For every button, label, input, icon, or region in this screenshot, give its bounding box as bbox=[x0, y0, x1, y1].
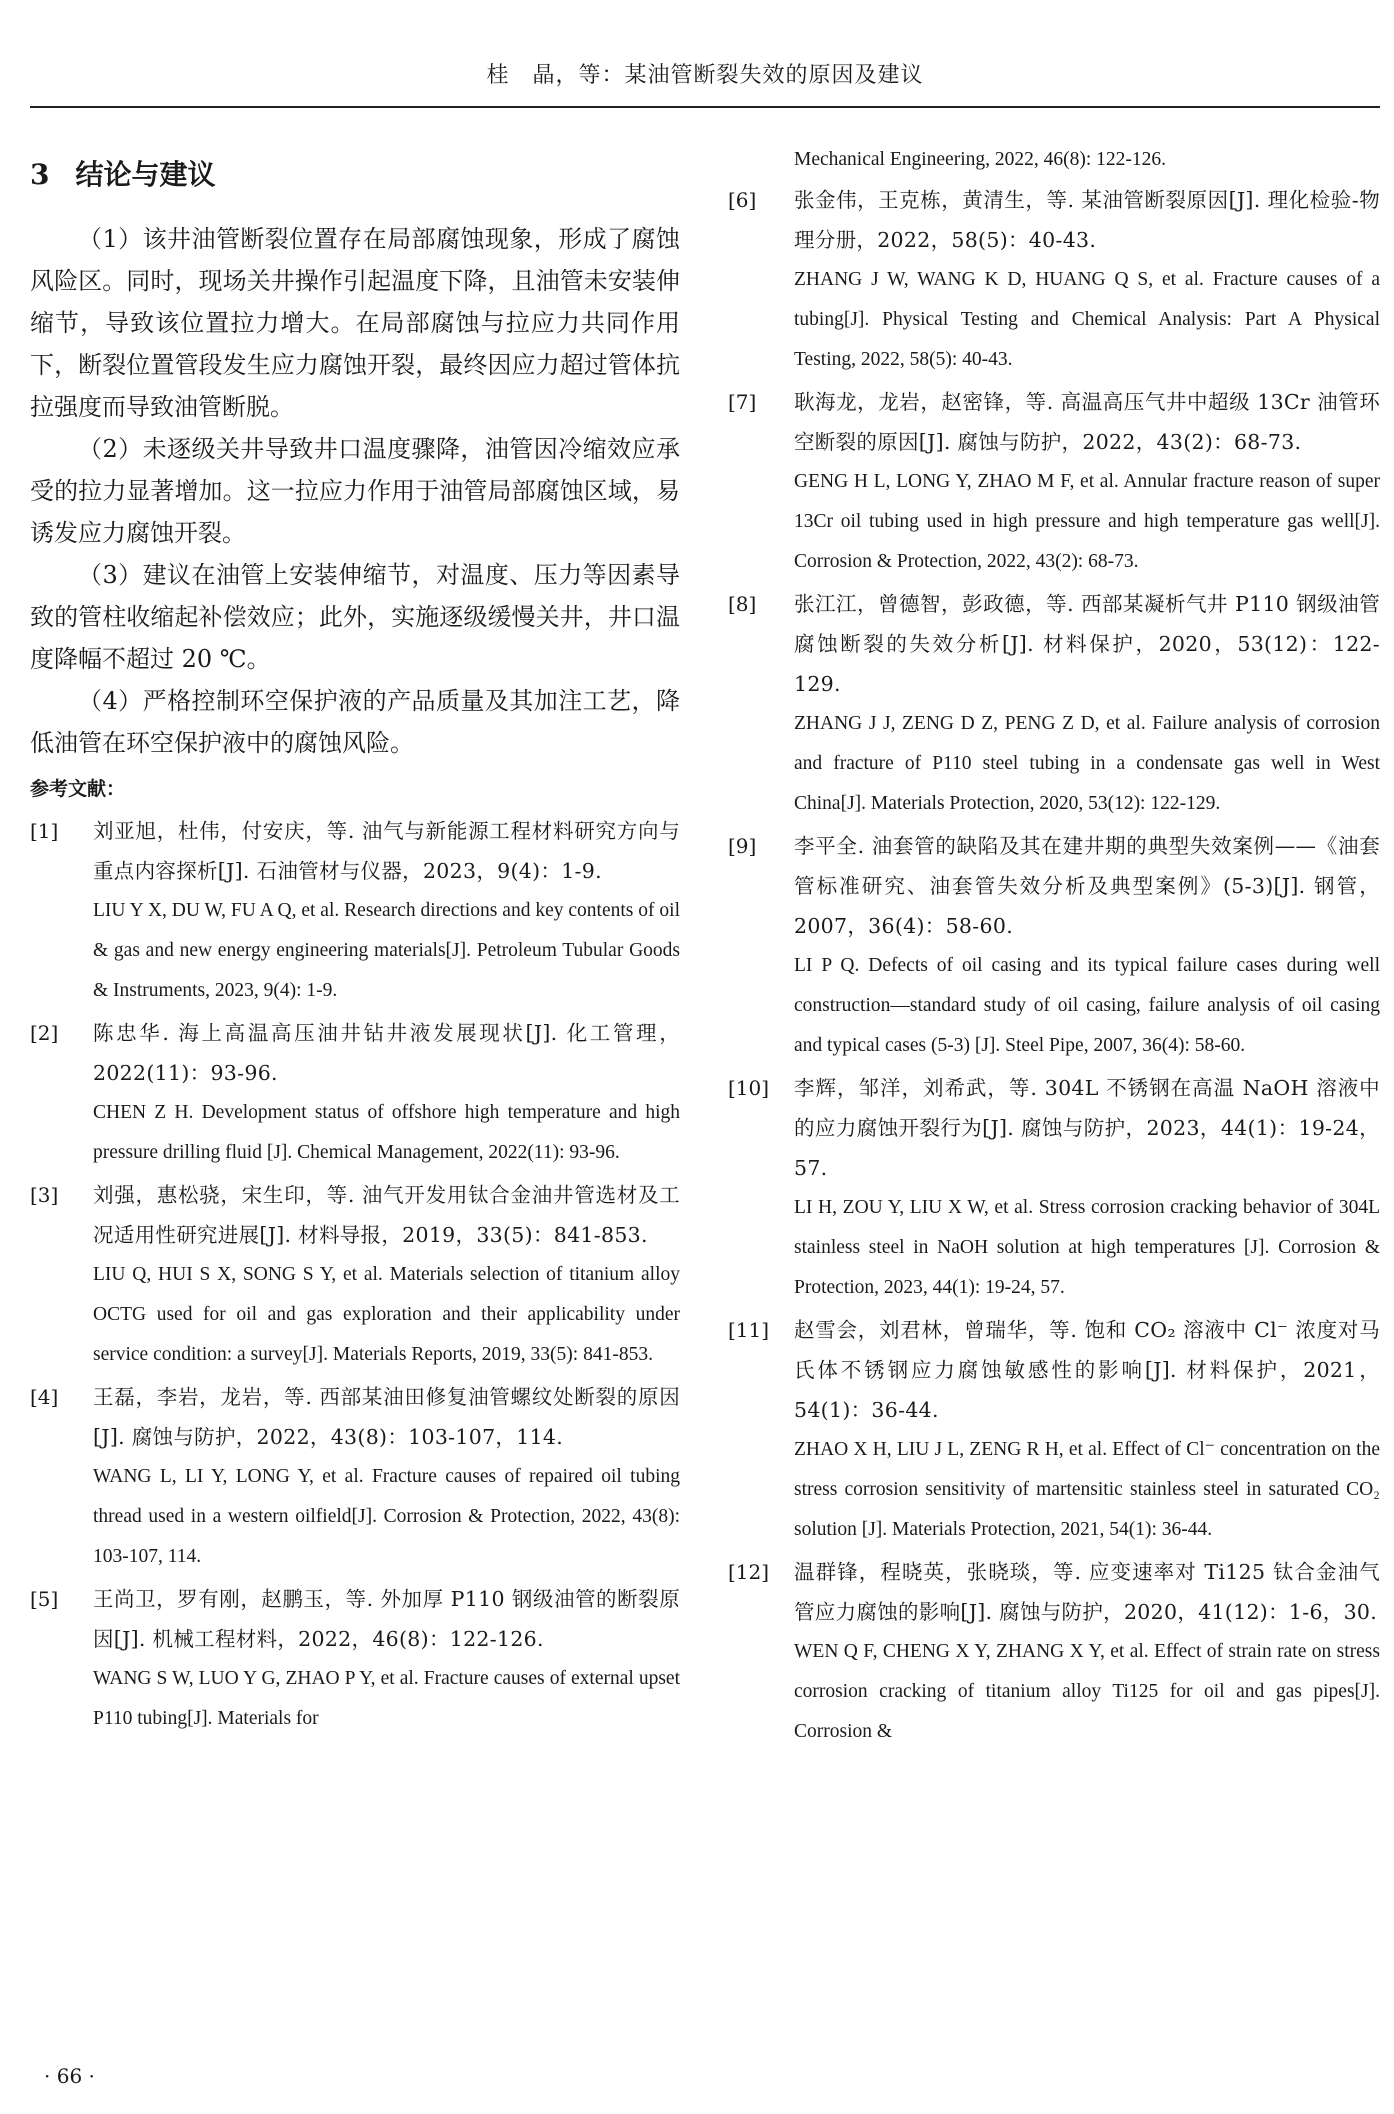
references-title: 参考文献： bbox=[30, 778, 126, 800]
reference-chinese: 王尚卫，罗有刚，赵鹏玉，等. 外加厚 P110 钢级油管的断裂原因[J]. 机械工程材料，2022，46(8)：122-126. bbox=[93, 1587, 680, 1651]
reference-chinese: 陈忠华. 海上高温高压油井钻井液发展现状[J]. 化工管理，2022(11)：93-96. bbox=[93, 1021, 680, 1085]
reference-english: LI H, ZOU Y, LIU X W, et al. Stress corrosion cracking behavior of 304L stainless steel in NaOH solution at high temperatures [J]. Corrosion & Protection, 2023, 44(1): 19-24, 57. bbox=[794, 1197, 1380, 1298]
conclusion-paragraph: （1）该井油管断裂位置存在局部腐蚀现象，形成了腐蚀风险区。同时，现场关井操作引起温度下降，且油管未安装伸缩节，导致该位置拉力增大。在局部腐蚀与拉应力共同作用下，断裂位置管段发生应力腐蚀开裂，最终因应力超过管体抗拉强度而导致油管断脱。 bbox=[30, 225, 680, 421]
reference-english: LIU Q, HUI S X, SONG S Y, et al. Materials selection of titanium alloy OCTG used for oil and gas exploration and their applicability under service condition: a survey[J]. Materials Reports, 2019, 33(5): 841-853. bbox=[93, 1264, 680, 1365]
reference-item bbox=[30, 1377, 680, 1577]
reference-english: GENG H L, LONG Y, ZHAO M F, et al. Annular fracture reason of super 13Cr oil tubing used in high pressure and high temperature gas well[J]. Corrosion & Protection, 2022, 43(2): 68-73. bbox=[794, 471, 1380, 572]
reference-english: WANG S W, LUO Y G, ZHAO P Y, et al. Fracture causes of external upset P110 tubing[J]. Materials for bbox=[93, 1668, 680, 1729]
reference-chinese: 张江江，曾德智，彭政德，等. 西部某凝析气井 P110 钢级油管腐蚀断裂的失效分析[J]. 材料保护，2020，53(12)：122-129. bbox=[794, 592, 1380, 696]
reference-english: LIU Y X, DU W, FU A Q, et al. Research directions and key contents of oil & gas and new energy engineering materials[J]. Petroleum Tubular Goods & Instruments, 2023, 9(4): 1-9. bbox=[93, 900, 680, 1001]
conclusion-paragraph: （4）严格控制环空保护液的产品质量及其加注工艺，降低油管在环空保护液中的腐蚀风险。 bbox=[30, 687, 680, 757]
reference-chinese: 温群锋，程晓英，张晓琰，等. 应变速率对 Ti125 钛合金油气管应力腐蚀的影响[J]. 腐蚀与防护，2020，41(12)：1-6，30. bbox=[794, 1560, 1380, 1624]
conclusion-paragraph: （3）建议在油管上安装伸缩节，对温度、压力等因素导致的管柱收缩起补偿效应；此外，实施逐级缓慢关井，井口温度降幅不超过 20 ℃。 bbox=[30, 561, 680, 673]
reference-item bbox=[30, 1013, 680, 1173]
section-number: 3 bbox=[30, 158, 50, 191]
reference-number: [5] bbox=[30, 1587, 59, 1611]
section-heading bbox=[30, 158, 680, 192]
section-title: 结论与建议 bbox=[75, 158, 216, 191]
reference-chinese: 李辉，邹洋，刘希武，等. 304L 不锈钢在高温 NaOH 溶液中的应力腐蚀开裂行为[J]. 腐蚀与防护，2023，44(1)：19-24，57. bbox=[794, 1076, 1380, 1180]
reference-item bbox=[728, 180, 1380, 380]
reference-item bbox=[728, 382, 1380, 582]
reference-chinese: 王磊，李岩，龙岩，等. 西部某油田修复油管螺纹处断裂的原因[J]. 腐蚀与防护，2022，43(8)：103-107，114. bbox=[93, 1385, 680, 1449]
reference-item bbox=[728, 1552, 1380, 1752]
reference-number: [12] bbox=[728, 1560, 770, 1584]
page-number: · 66 · bbox=[44, 2064, 95, 2088]
reference-chinese: 张金伟，王克栋，黄清生，等. 某油管断裂原因[J]. 理化检验-物理分册，2022，58(5)：40-43. bbox=[794, 188, 1380, 252]
reference-number: [8] bbox=[728, 592, 757, 616]
reference-number: [4] bbox=[30, 1385, 59, 1409]
reference-english: WEN Q F, CHENG X Y, ZHANG X Y, et al. Effect of strain rate on stress corrosion cracking of titanium alloy Ti125 for oil and gas pipes[J]. Corrosion & bbox=[794, 1641, 1380, 1742]
header-rule bbox=[30, 106, 1380, 108]
reference-continuation: Mechanical Engineering, 2022, 46(8): 122-126. bbox=[794, 149, 1167, 170]
reference-english: ZHAO X H, LIU J L, ZENG R H, et al. Effect of Cl⁻ concentration on the stress corrosion sensitivity of martensitic stainless steel in saturated CO₂ solution [J]. Materials Protection, 2021, 54(1): 36-44. bbox=[794, 1439, 1380, 1540]
reference-item bbox=[728, 584, 1380, 824]
reference-number: [1] bbox=[30, 819, 59, 843]
reference-item bbox=[30, 1579, 680, 1739]
reference-english: LI P Q. Defects of oil casing and its typical failure cases during well construction—standard study of oil casing, failure analysis of oil casing and typical cases (5-3) [J]. Steel Pipe, 2007, 36(4): 58-60. bbox=[794, 955, 1380, 1056]
reference-number: [7] bbox=[728, 390, 757, 414]
reference-item bbox=[30, 811, 680, 1011]
reference-english: ZHANG J W, WANG K D, HUANG Q S, et al. Fracture causes of a tubing[J]. Physical Testing and Chemical Analysis: Part A Physical Testing, 2022, 58(5): 40-43. bbox=[794, 269, 1380, 370]
reference-number: [10] bbox=[728, 1076, 770, 1100]
reference-english: CHEN Z H. Development status of offshore high temperature and high pressure drilling fluid [J]. Chemical Management, 2022(11): 93-96. bbox=[93, 1102, 680, 1163]
reference-item bbox=[30, 1175, 680, 1375]
reference-number: [6] bbox=[728, 188, 757, 212]
reference-chinese: 李平全. 油套管的缺陷及其在建井期的典型失效案例——《油套管标准研究、油套管失效分析及典型案例》(5-3)[J]. 钢管，2007，36(4)：58-60. bbox=[794, 834, 1380, 938]
reference-number: [9] bbox=[728, 834, 757, 858]
reference-item bbox=[728, 1068, 1380, 1308]
running-header: 桂 晶，等：某油管断裂失效的原因及建议 bbox=[486, 63, 924, 88]
conclusion-paragraph: （2）未逐级关井导致井口温度骤降，油管因冷缩效应承受的拉力显著增加。这一拉应力作用于油管局部腐蚀区域，易诱发应力腐蚀开裂。 bbox=[30, 435, 680, 547]
reference-number: [11] bbox=[728, 1318, 770, 1342]
left-column bbox=[30, 140, 680, 1741]
reference-chinese: 刘强，惠松骁，宋生印，等. 油气开发用钛合金油井管选材及工况适用性研究进展[J]. 材料导报，2019，33(5)：841-853. bbox=[93, 1183, 680, 1247]
reference-item bbox=[728, 826, 1380, 1066]
reference-item bbox=[728, 1310, 1380, 1550]
reference-chinese: 赵雪会，刘君林，曾瑞华，等. 饱和 CO₂ 溶液中 Cl⁻ 浓度对马氏体不锈钢应力腐蚀敏感性的影响[J]. 材料保护，2021，54(1)：36-44. bbox=[794, 1318, 1380, 1422]
reference-number: [2] bbox=[30, 1021, 59, 1045]
reference-chinese: 耿海龙，龙岩，赵密锋，等. 高温高压气井中超级 13Cr 油管环空断裂的原因[J]. 腐蚀与防护，2022，43(2)：68-73. bbox=[794, 390, 1380, 454]
reference-number: [3] bbox=[30, 1183, 59, 1207]
right-column bbox=[728, 140, 1380, 1754]
reference-english: ZHANG J J, ZENG D Z, PENG Z D, et al. Failure analysis of corrosion and fracture of P110 steel tubing in a condensate gas well in West China[J]. Materials Protection, 2020, 53(12): 122-129. bbox=[794, 713, 1380, 814]
reference-english: WANG L, LI Y, LONG Y, et al. Fracture causes of repaired oil tubing thread used in a western oilfield[J]. Corrosion & Protection, 2022, 43(8): 103-107, 114. bbox=[93, 1466, 680, 1567]
reference-chinese: 刘亚旭，杜伟，付安庆，等. 油气与新能源工程材料研究方向与重点内容探析[J]. 石油管材与仪器，2023，9(4)：1-9. bbox=[93, 819, 680, 883]
